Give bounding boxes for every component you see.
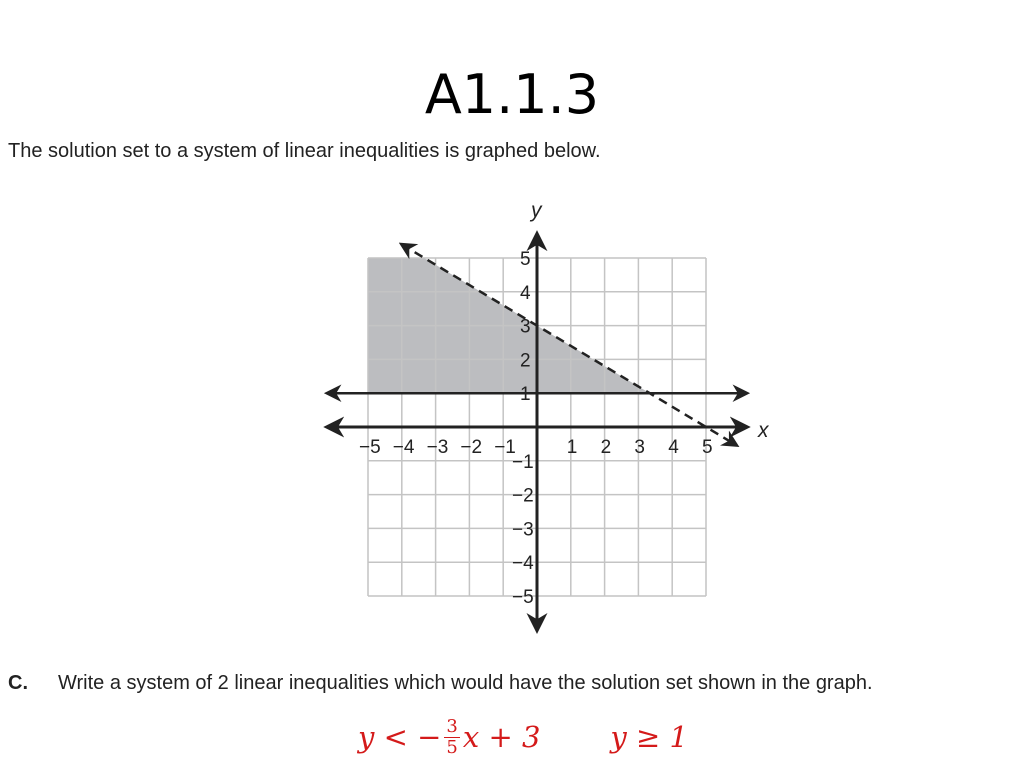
y-tick-label: 1 — [520, 384, 531, 406]
slide-title: A1.1.3 — [424, 63, 600, 126]
inequality-graph — [320, 196, 780, 642]
x-tick-label: 3 — [634, 437, 645, 458]
y-tick-label: 5 — [520, 249, 531, 270]
answer-inequalities — [358, 710, 688, 764]
y-tick-label: 3 — [520, 316, 531, 338]
y-tick-label: −4 — [512, 553, 534, 575]
y-tick-label: −5 — [512, 587, 534, 608]
fraction-numerator: 3 — [446, 715, 458, 737]
answer-lhs: y < − — [358, 720, 442, 754]
part-label: C. — [8, 672, 28, 694]
answer-fraction — [444, 717, 459, 758]
x-tick-label: 4 — [668, 437, 679, 458]
x-tick-label: −1 — [494, 437, 516, 458]
y-tick-label: −2 — [512, 485, 534, 507]
x-tick-label: −3 — [426, 437, 449, 458]
x-tick-label: 5 — [702, 437, 713, 458]
y-tick-label: −1 — [512, 451, 534, 473]
x-tick-label: −5 — [359, 437, 381, 458]
x-tick-label: −4 — [392, 437, 415, 458]
y-tick-label: 2 — [520, 350, 531, 372]
question-prompt: Write a system of 2 linear inequalities which would have the solution set shown in the graph. — [58, 672, 873, 694]
answer-rhs: x + 3 — [462, 720, 541, 754]
fraction-denominator: 5 — [446, 736, 458, 758]
x-tick-label: 1 — [566, 437, 578, 458]
x-tick-label: −2 — [460, 437, 483, 458]
y-tick-label: −3 — [512, 519, 534, 541]
answer-second-inequality: y ≥ 1 — [610, 720, 688, 754]
y-axis-label: y — [531, 199, 542, 222]
x-axis-label: x — [758, 419, 769, 442]
y-tick-label: 4 — [520, 282, 531, 304]
x-tick-label: 2 — [600, 437, 612, 458]
intro-text: The solution set to a system of linear inequalities is graphed below. — [8, 140, 601, 162]
